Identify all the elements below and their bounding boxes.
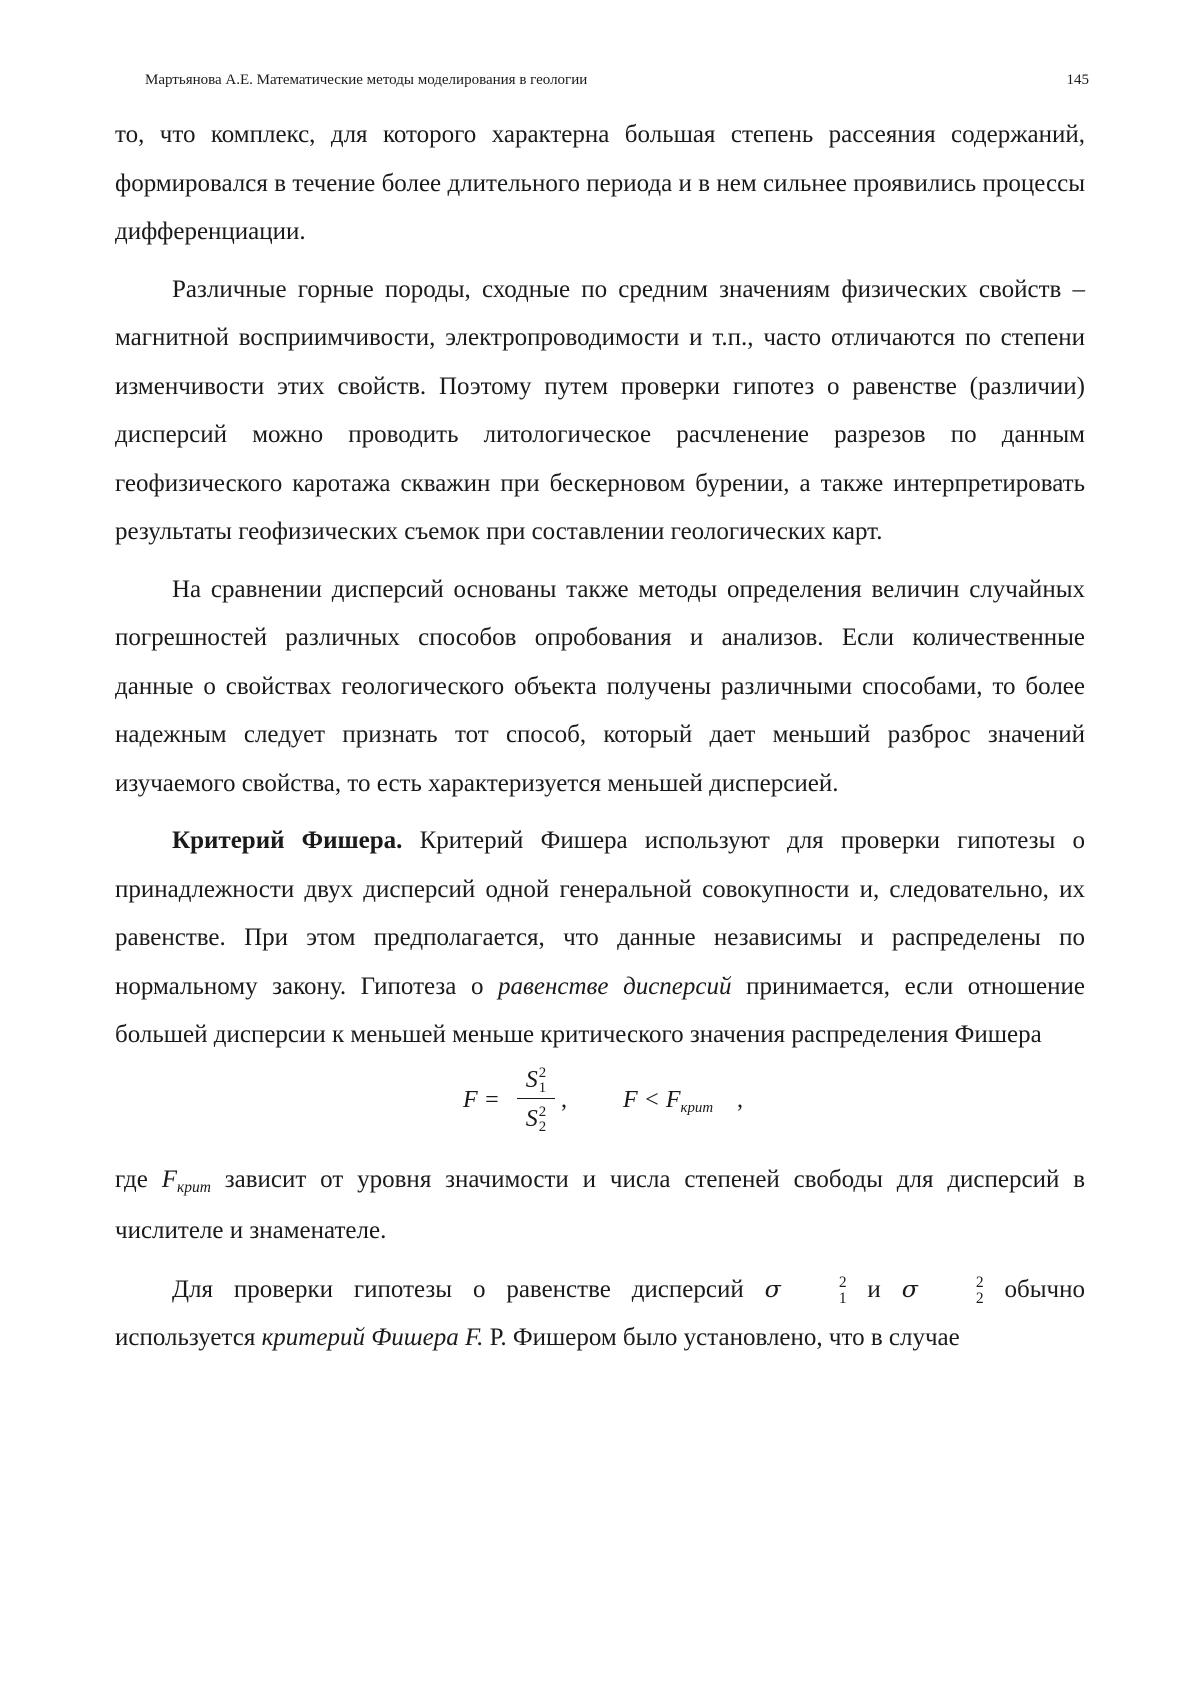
formula-comma-end: , — [737, 1086, 743, 1113]
paragraph-fisher-criterion — [115, 817, 1085, 1060]
paragraph-variance-test: Для проверки гипотезы о равенстве дисперсий σ 2 1 и σ 2 2 обычно используется критерий Фишера F. Р. Фишером было установлено, что в случае — [115, 1274, 1085, 1351]
fisher-text-b: принимается, если отношение большей дисперсии к меньшей меньше критического значения распределения Фишера — [115, 972, 1085, 1048]
fisher-criterion-term: критерий Фишера F. — [261, 1324, 484, 1351]
body-text — [115, 111, 1085, 1363]
formula-numerator: S 2 1 — [525, 1065, 547, 1096]
formula-fraction — [513, 1060, 559, 1139]
fcrit-variable: F — [161, 1165, 177, 1193]
fisher-formula — [115, 1060, 1085, 1156]
page-number: 145 — [1066, 72, 1089, 88]
running-title: Мартьянова А.Е. Математические методы моделирования в геологии — [145, 72, 588, 88]
paragraph-error-estimation: На сравнении дисперсий основаны также методы определения величин случайных погрешностей различных способов опробования и анализов. Если количественные данные о свойствах геологического объекта получены различными способами, то более надежным следует признать тот способ, который дает меньший разброс значений изучаемого свойства, то есть характеризуется меньшей дисперсией. — [115, 575, 1085, 797]
page-header — [145, 68, 1089, 92]
formula-rhs: $F < F_{крит}$ — [623, 1086, 714, 1116]
formula-lhs: F = — [463, 1086, 500, 1113]
paragraph-fcrit-definition: где $F_{крит}$ зависит от уровня значимости и числа степеней свободы для дисперсий в числителе и знаменателе. — [115, 1165, 1085, 1244]
formula-comma: , — [561, 1086, 567, 1113]
sigma-1-symbol: σ — [764, 1274, 781, 1303]
fisher-text-a: Критерий Фишера используют для проверки гипотезы о принадлежности двух дисперсий одной генеральной совокупности и, следовательно, их равенстве. При этом предполагается, что данные независимы и распределены по нормальному закону. Гипотеза о — [115, 827, 1085, 1000]
paragraph-rock-properties: Различные горные породы, сходные по средним значениям физических свойств – магнитной восприимчивости, электропроводимости и т.п., часто отличаются по степени изменчивости этих свойств. Поэтому путем проверки гипотез о равенстве (различии) дисперсий можно проводить литологическое расчленение разрезов по данным геофизического каротажа скважин при бескерновом бурении, а также интерпретировать результаты геофизических съемок при составлении геологических карт. — [115, 275, 1085, 545]
section-heading-fisher: Критерий Фишера. — [172, 827, 403, 854]
paragraph-continuation: то, что комплекс, для которого характерна большая степень рассеяния содержаний, формировался в течение более длительного периода и в нем сильнее проявились процессы дифференциации. — [115, 121, 1085, 245]
fisher-italic-term: равенстве дисперсий — [498, 972, 732, 1000]
formula-denominator: S 2 2 — [525, 1104, 547, 1135]
sigma-2-symbol: σ — [901, 1274, 918, 1303]
